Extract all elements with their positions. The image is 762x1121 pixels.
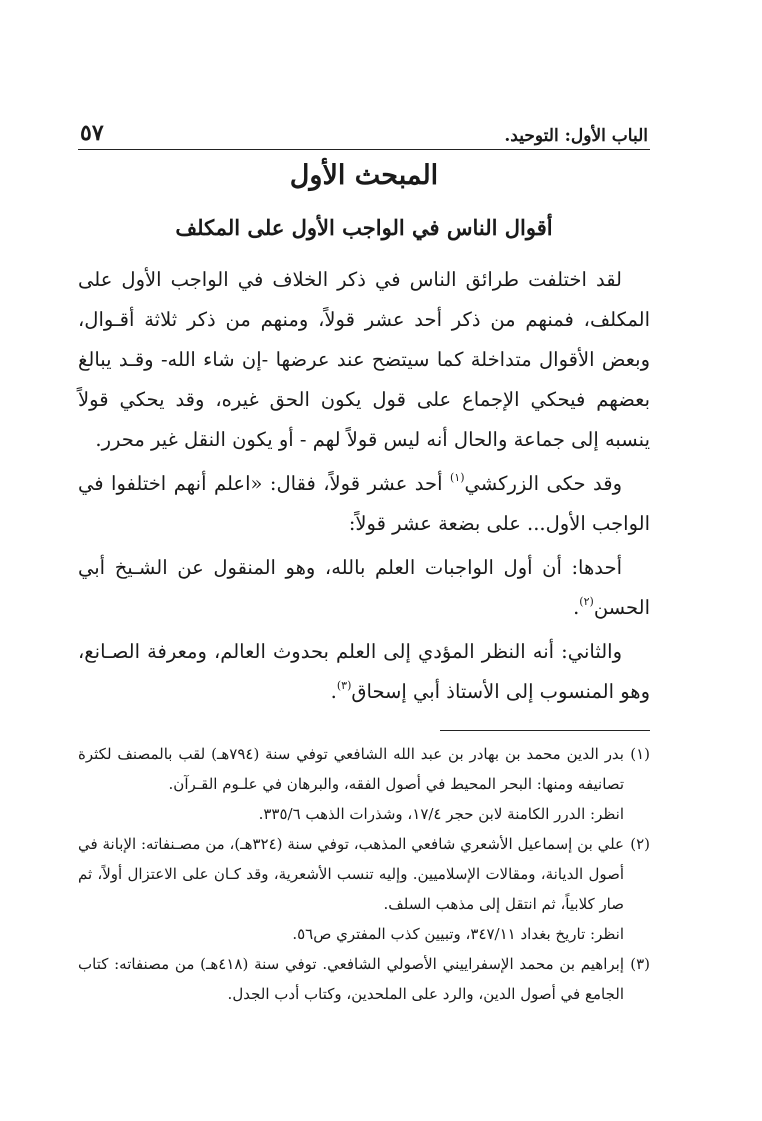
paragraph-4 xyxy=(78,632,650,712)
footnote-source: انظر: الدرر الكامنة لابن حجر ١٧/٤، وشذرات الذهب ٣٣٥/٦. xyxy=(258,805,624,823)
footnote-number: (١) xyxy=(630,745,650,763)
footnote-divider xyxy=(440,730,650,731)
footnote-ref-3: (٣) xyxy=(336,679,352,692)
paragraph-4-text-a: والثاني: أنه النظر المؤدي إلى العلم بحدوث العالم، ومعرفة الصـانع، وهو المنسوب إلى الأستاذ أبي إسحاق xyxy=(78,640,650,703)
footnote-number: (٢) xyxy=(630,835,650,853)
footnote-3 xyxy=(78,949,650,1009)
footnote-number: (٣) xyxy=(630,955,650,973)
footnote-source: انظر: تاريخ بغداد ٣٤٧/١١، وتبيين كذب المفتري ص٥٦. xyxy=(292,925,624,943)
footnote-text: علي بن إسماعيل الأشعري شافعي المذهب، توفي سنة (٣٢٤هـ)، من مصـنفاته: الإبانة في أصول الديانة، ومقالات الإسلاميين. وإليه تنسب الأشعرية، وقد كـان على الاعتزال أولاً، ثم صار كلابياً، ثم انتقل إلى مذهب السلف. xyxy=(78,835,624,913)
body-text xyxy=(78,260,650,712)
footnote-2 xyxy=(78,829,650,919)
paragraph-1: لقد اختلفت طرائق الناس في ذكر الخلاف في الواجب الأول على المكلف، فمنهم من ذكر أحد عشر قولاً، ومنهم من ذكر ثلاثة أقـوال، وبعض الأقوال متداخلة كما سيتضح عند عرضها -إن شاء الله- وقـد يبالغ بعضهم فيحكي الإجماع على قول يكون الحق غيره، وقد يحكي قولاً ينسبه إلى جماعة والحال أنه ليس قولاً لهم - أو يكون النقل غير محرر. xyxy=(78,268,650,451)
paragraph-2-text-b: أحد عشر قولاً، فقال: «اعلم أنهم اختلفوا في الواجب الأول... على بضعة عشر قولاً: xyxy=(78,472,650,535)
footnote-text: إبراهيم بن محمد الإسفراييني الأصولي الشافعي. توفي سنة (٤١٨هـ) من مصنفاته: كتاب الجامع في أصول الدين، والرد على الملحدين، وكتاب أدب الجدل. xyxy=(78,955,624,1003)
paragraph-2 xyxy=(78,464,650,544)
paragraph-3-text-a: أحدها: أن أول الواجبات العلم بالله، وهو المنقول عن الشـيخ أبي الحسن xyxy=(78,556,650,619)
book-page xyxy=(78,112,650,1009)
footnote-ref-1: (١) xyxy=(450,471,465,484)
paragraph-4-text-b: . xyxy=(330,680,337,703)
section-title: المبحث الأول xyxy=(289,160,439,191)
footnote-ref-2: (٢) xyxy=(579,595,594,608)
page-header xyxy=(78,112,650,150)
page-number: ٥٧ xyxy=(80,120,104,146)
running-title: الباب الأول: التوحيد. xyxy=(504,126,648,146)
footnote-text: بدر الدين محمد بن بهادر بن عبد الله الشافعي توفي سنة (٧٩٤هـ) لقب بالمصنف لكثرة تصانيفه ومنها: البحر المحيط في أصول الفقه، والبرهان في علـوم القـرآن. xyxy=(78,745,624,793)
footnote-1 xyxy=(78,739,650,799)
footnotes xyxy=(78,739,650,1009)
paragraph-3 xyxy=(78,548,650,628)
subsection-title: أقوال الناس في الواجب الأول على المكلف xyxy=(175,215,553,240)
paragraph-3-text-b: . xyxy=(573,596,580,619)
paragraph-2-text-a: وقد حكى الزركشي xyxy=(464,472,622,495)
